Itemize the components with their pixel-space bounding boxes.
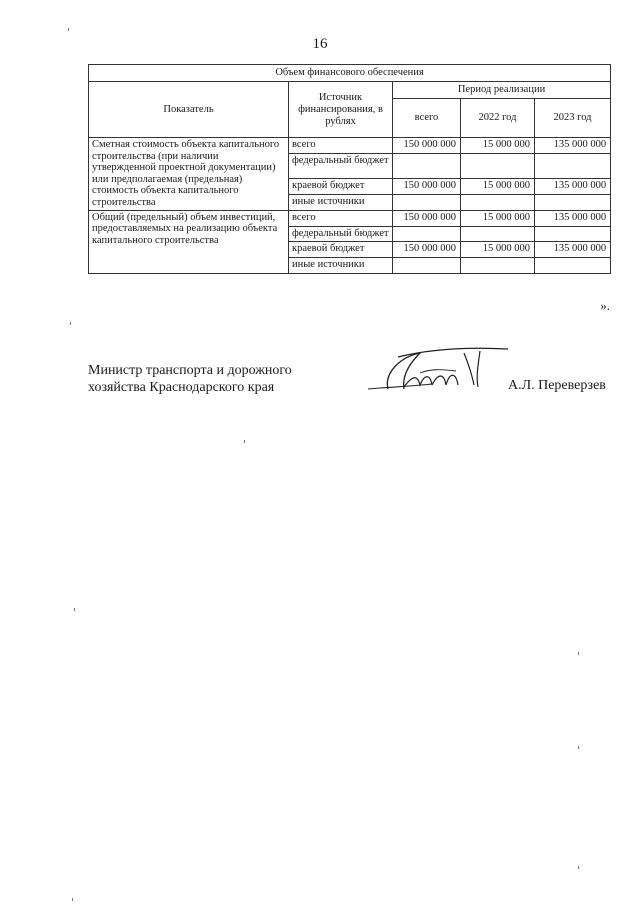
indicator-estimated-cost: Сметная стоимость объекта капитального строительства (при наличии утвержденной проектной документации) или предполагаемая (предельная) стоимость объекта капитального строительства <box>89 138 289 211</box>
source-cell: федеральный бюджет <box>289 226 393 241</box>
value-2023: 135 000 000 <box>535 241 611 257</box>
scan-mark <box>578 746 579 749</box>
value-2023: 135 000 000 <box>535 138 611 154</box>
source-cell: краевой бюджет <box>289 178 393 194</box>
value-2023 <box>535 226 611 241</box>
scan-mark <box>68 28 69 31</box>
value-total: 150 000 000 <box>393 241 461 257</box>
value-2022: 15 000 000 <box>461 178 535 194</box>
header-period: Период реализации <box>393 82 611 99</box>
header-2023: 2023 год <box>535 99 611 138</box>
source-cell: всего <box>289 138 393 154</box>
value-total <box>393 154 461 179</box>
table-header-row <box>89 82 611 99</box>
value-2023: 135 000 000 <box>535 210 611 226</box>
scan-mark <box>72 898 73 901</box>
signer-title-line: хозяйства Краснодарского края <box>88 380 275 395</box>
scan-mark <box>578 866 579 869</box>
signer-title-line: Министр транспорта и дорожного <box>88 363 292 378</box>
value-total <box>393 194 461 210</box>
header-financing-volume: Объем финансового обеспечения <box>89 65 611 82</box>
value-2022 <box>461 154 535 179</box>
page-number: 16 <box>312 36 328 52</box>
value-2023: 135 000 000 <box>535 178 611 194</box>
header-total: всего <box>393 99 461 138</box>
scan-mark <box>74 608 75 611</box>
scan-mark <box>578 652 579 655</box>
signer-title <box>88 362 292 396</box>
value-2022: 15 000 000 <box>461 241 535 257</box>
value-2022: 15 000 000 <box>461 138 535 154</box>
value-total: 150 000 000 <box>393 138 461 154</box>
value-2023 <box>535 154 611 179</box>
value-total <box>393 257 461 273</box>
value-2022 <box>461 226 535 241</box>
value-2023 <box>535 194 611 210</box>
header-2022: 2022 год <box>461 99 535 138</box>
value-2022 <box>461 257 535 273</box>
value-total <box>393 226 461 241</box>
value-total: 150 000 000 <box>393 178 461 194</box>
value-2022: 15 000 000 <box>461 210 535 226</box>
signer-name: А.Л. Переверзев <box>508 378 606 393</box>
table-row <box>89 138 611 154</box>
source-cell: иные источники <box>289 257 393 273</box>
table-row <box>89 210 611 226</box>
value-2023 <box>535 257 611 273</box>
scan-mark <box>70 322 71 325</box>
financing-table <box>88 64 611 274</box>
scan-mark <box>244 440 245 443</box>
source-cell: иные источники <box>289 194 393 210</box>
source-cell: всего <box>289 210 393 226</box>
handwritten-signature <box>360 343 510 399</box>
source-cell: краевой бюджет <box>289 241 393 257</box>
header-indicator: Показатель <box>89 82 289 138</box>
indicator-investment-volume: Общий (предельный) объем инвестиций, предоставляемых на реализацию объекта капитального строительства <box>89 210 289 273</box>
value-2022 <box>461 194 535 210</box>
source-cell: федеральный бюджет <box>289 154 393 179</box>
header-funding-source: Источник финансирования, в рублях <box>289 82 393 138</box>
value-total: 150 000 000 <box>393 210 461 226</box>
table-header-row <box>89 65 611 82</box>
closing-quote-mark: ». <box>600 298 610 313</box>
